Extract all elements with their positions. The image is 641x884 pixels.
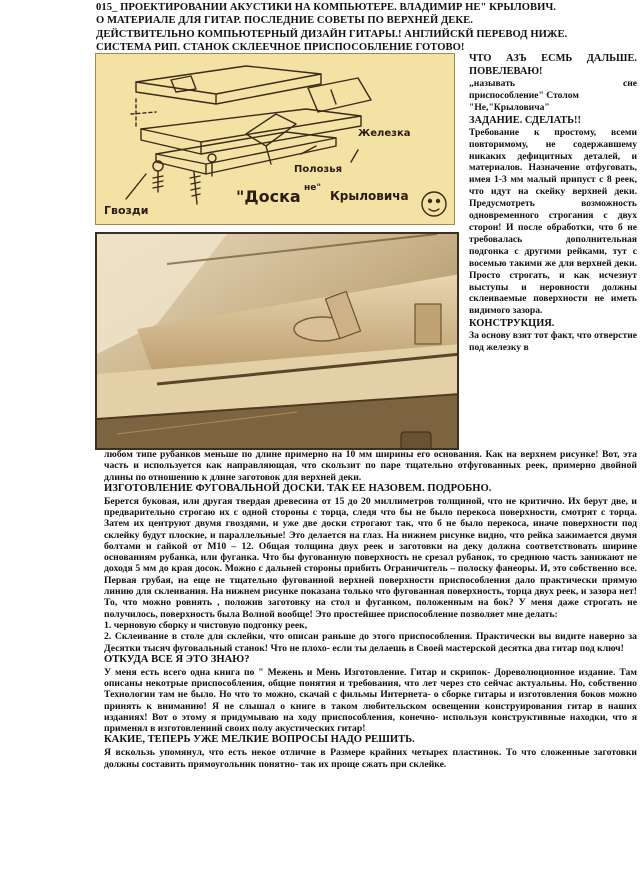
- sketch-illustration: [95, 53, 455, 225]
- side-name-line-3: "Не,"Крыловича": [469, 101, 550, 113]
- sketch-label-ne: не": [304, 183, 322, 193]
- side-name-line-2: приспособление" Столом: [469, 89, 579, 101]
- main-heading-izgotovlenie: ИЗГОТОВЛЕНИЕ ФУГОВАЛЬНОЙ ДОСКИ. ТАК ЕЕ НАЗОВЕМ. ПОДРОБНО.: [104, 482, 492, 494]
- side-construction-text: За основу взят тот факт, что отверстие под железку в: [469, 330, 637, 354]
- side-heading-konstrukciya: КОНСТРУКЦИЯ.: [469, 318, 555, 330]
- header-line-3: ДЕЙСТВИТЕЛЬНО КОМПЬЮТЕРНЫЙ ДИЗАЙН ГИТАРЫ.! АНГЛИЙСКЙ ПЕРЕВОД НИЖЕ.: [96, 28, 568, 40]
- main-body-text: [104, 449, 637, 770]
- side-name-right: сне: [622, 78, 637, 89]
- side-heading-povelevayu: ЧТО АЗЪ ЕСМЬ ДАЛЬШЕ. ПОВЕЛЕВАЮ!: [469, 53, 637, 77]
- sketch-label-krylovich: Крыловича: [330, 189, 409, 203]
- sketch-label-polozya: Полозья: [294, 164, 342, 175]
- main-paragraph-3: У меня есть всего одна книга по " Межень и Мень Изготовление. Гитар и скрипок- Дореволюционное издание. Там описаны некотрые приспособления, общие понятия и требования, что лет через сто сейчас актуальны. Но, собственно Технологии там не было. Но что то можно, скачай с фильмы Интернета- о сборке гитары и изготовления боков можно принять к вниманию! Я не слышал о книге в таком любительском освещении конструирования гитар в наших изданиях! Вот о этому я придумываю на ходу приспособления, конечно- используя конструктивные находки, что я применял в изготовлениий своих полу акустических гитар!: [104, 666, 637, 735]
- jig-photograph: [95, 232, 459, 450]
- side-task-text: Требование к простому, всеми повторимому, не содержавшему никаких дефицитных деталей, и материалов. Назначение отфуговать, имея 1-3 мм малый припуст с 8 реек, что идут на скейку верхней деки. Предусмотреть возможность одновременного строгания с двух сторон! И после обработки, что б не требовалась дополнительная подгонка с другими рейками, тут с восемью такими же для верхней деки. Просто строгать, и как исчезнут выступы и неровности должны склеиваемые поверхности не иметь видимого зазора.: [469, 126, 637, 317]
- header-line-4: СИСТЕМА РИП. СТАНОК СКЛЕЕЧНОЕ ПРИСПОСОБЛЕНИЕ ГОТОВО!: [96, 42, 465, 54]
- document-header: [96, 1, 636, 55]
- sketch-label-zhelezka: Железка: [358, 128, 411, 139]
- side-name-row: [469, 78, 637, 90]
- main-list-item-2: 2. Склеивание в столе для склейки, что описан раньше до этого приспособления. Практически вы видите наверно за Десятки тысяч фуговальный станок! Что не плохо- если ты делаешь в Своей мастерской десятка два гитар под ключ!: [104, 631, 637, 654]
- main-heading-otkuda: ОТКУДА ВСЕ Я ЭТО ЗНАЮ?: [104, 653, 250, 665]
- main-paragraph-2: Берется буковая, или другая твердая древесина от 15 до 20 миллиметров толщиной, что не критично. Их берут две, и предварительно строгаю их с одной стороны с торца, следя что бы не было перекоса поверхности, смотрят с торца. Затем их центруют двумя гвоздями, и уже две доски строгают так, что б не было перекоса, иначе поверхности под склейку будут плоские, и параллельные! Это делается на глаз. На нижнем рисунке видно, что рейка зажимается двумя болтами и гайкой от М10 – 12. Общая толщина двух реек и заготовки на деку должна соответствовать ширине основаниям рубанка, или фуганка. Что бы фугованную поверхность не срезал рубанок, то среднюю часть занижают не доходя 5 мм до края досок. Можно с дальней стороны прибить Ограничитель – полоску фанеоры. И, это собственно все. Первая грубая, на еще не тщательно фугованной верхней поверхности приспособления дало практически прямую линию для склеивания. На нижнем рисунке показана только что фугованная поверхность, торца двух реек, и зазора нет! То, что можно ровнять , положив заготовку на стол и фуганком, положенным на бок? У меня даже строгать не получилось, поверхность была Волной вообще! Это простейшее приспособление позволяет мне делать:: [104, 495, 637, 620]
- main-paragraph-1: любом типе рубанков меньше по длине примерно на 10 мм ширины его основания. Как на верхнем рисунке! Вот, эта часть и используется как направляющая, что скользит по паре тщательно отфугованных реек, примерно двойной длины по отношению к длине заготовок для верхней деки.: [104, 449, 637, 483]
- header-line-2: О МАТЕРИАЛЕ ДЛЯ ГИТАР. ПОСЛЕДНИЕ СОВЕТЫ ПО ВЕРХНЕЙ ДЕКЕ.: [96, 15, 473, 27]
- main-heading-voprosy: КАКИЕ, ТЕПЕРЬ УЖЕ МЕЛКИЕ ВОПРОСЫ НАДО РЕШИТЬ.: [104, 734, 415, 746]
- side-name-left: „называть: [469, 78, 515, 89]
- header-line-1: 015_ ПРОЕКТИРОВАНИИ АКУСТИКИ НА КОМПЬЮТЕРЕ. ВЛАДИМИР НЕ" КРЫЛОВИЧ.: [96, 2, 556, 13]
- right-column-text: [469, 52, 637, 354]
- sketch-drawing: [96, 54, 456, 226]
- main-paragraph-4: Я вскользь упомянул, что есть некое отличие в Размере крайних четырех пластинок. То что сложенные заготовки должны составить прямоугольник понятно- так их проще сжать при склейке.: [104, 747, 637, 770]
- side-heading-zadanie: ЗАДАНИЕ. СДЕЛАТЬ!!: [469, 114, 581, 126]
- sketch-label-gvozdi: Гвозди: [104, 204, 149, 217]
- photo-image: [97, 234, 459, 450]
- main-list-item-1: 1. черновую сборку и чистовую подгонку реек,: [104, 619, 308, 631]
- sketch-label-doska: "Доска: [236, 187, 301, 206]
